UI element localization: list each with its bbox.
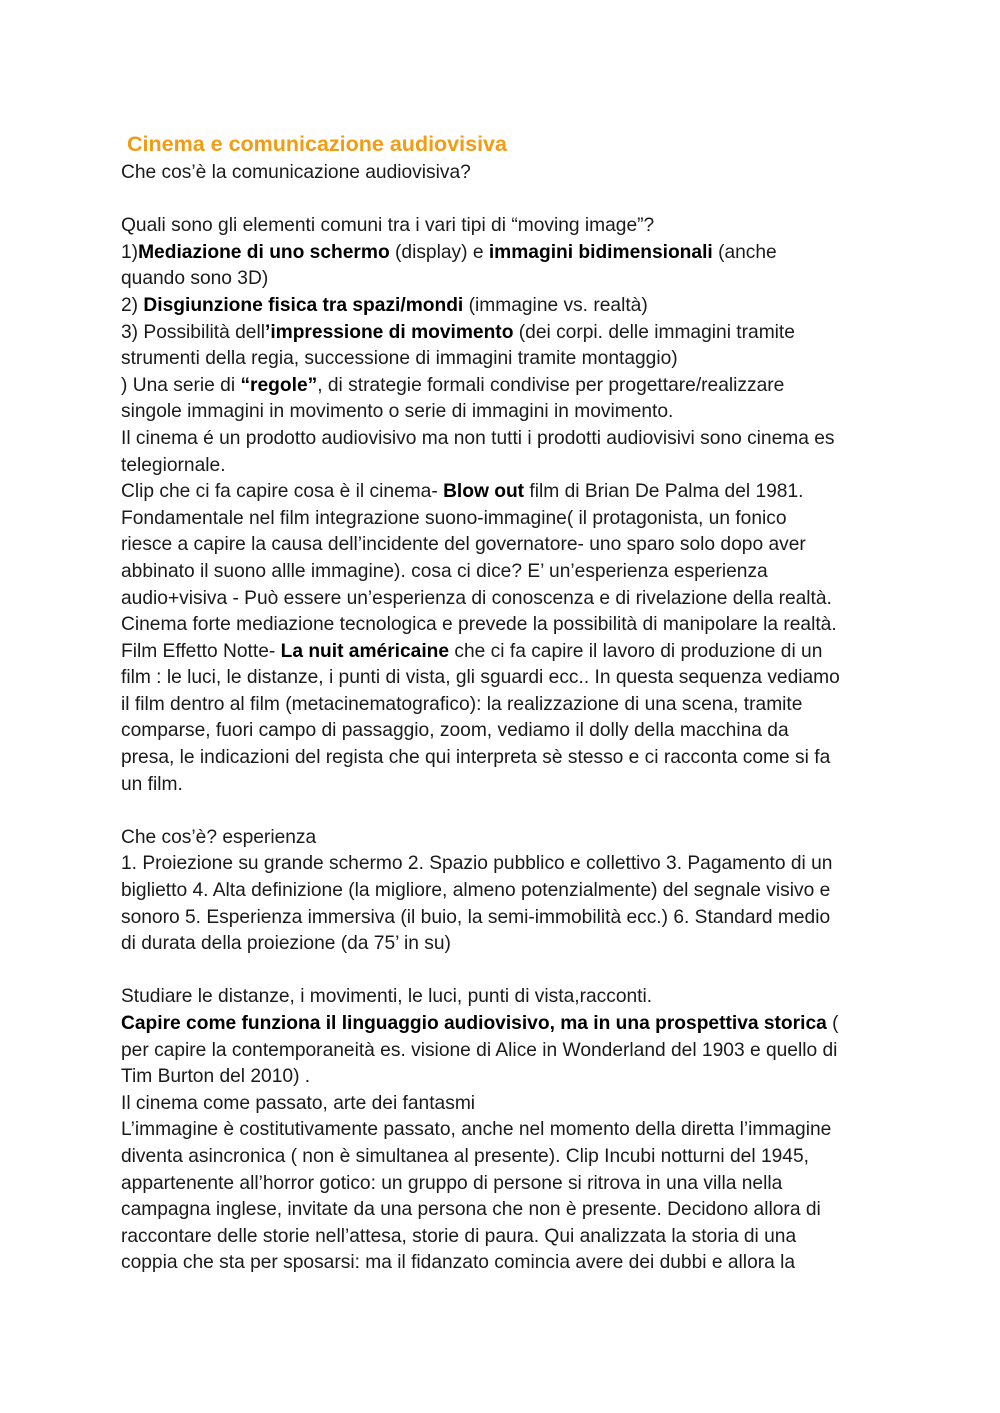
text-segment: un film.	[121, 773, 183, 795]
text-segment: film di Brian De Palma del 1981.	[524, 481, 804, 503]
text-segment: 2)	[121, 294, 144, 316]
text-line	[121, 479, 891, 506]
bold-text: ’impressione di movimento	[264, 321, 514, 343]
text-line	[121, 1171, 891, 1198]
text-line	[121, 878, 891, 905]
text-segment: Cinema forte mediazione tecnologica e prevede la possibilità di manipolare la realtà.	[121, 614, 837, 636]
text-segment: (anche	[712, 241, 777, 263]
text-line	[121, 426, 891, 453]
text-line	[121, 931, 891, 958]
text-segment: diventa asincronica ( non è simultanea al presente). Clip Incubi notturni del 1945,	[121, 1145, 809, 1167]
text-segment: Fondamentale nel film integrazione suono-immagine( il protagonista, un fonico	[121, 507, 787, 529]
text-line	[121, 532, 891, 559]
text-segment: Clip che ci fa capire cosa è il cinema-	[121, 481, 444, 503]
text-segment: Il cinema come passato, arte dei fantasmi	[121, 1092, 476, 1114]
text-line	[121, 639, 891, 666]
text-segment: , di strategie formali condivise per progettare/realizzare	[317, 374, 785, 396]
text-segment: che ci fa capire il lavoro di produzione di un	[449, 640, 823, 662]
text-segment: ) Una serie di	[121, 374, 241, 396]
document-page	[121, 128, 891, 1277]
text-line	[121, 399, 891, 426]
bold-text: La nuit américaine	[280, 640, 450, 662]
text-segment: comparse, fuori campo di passaggio, zoom, vediamo il dolly della macchina da	[121, 720, 789, 742]
text-segment: telegiornale.	[121, 454, 226, 476]
text-segment: Che cos’è? esperienza	[121, 826, 317, 848]
text-segment: (display) e	[389, 241, 489, 263]
text-segment: film : le luci, le distanze, i punti di vista, gli sguardi ecc.. In questa sequenza vediamo	[121, 667, 840, 689]
text-segment: sonoro 5. Esperienza immersiva (il buio, la semi-immobilità ecc.) 6. Standard medio	[121, 906, 831, 928]
text-segment: il film dentro al film (metacinematografico): la realizzazione di una scena, tramite	[121, 693, 803, 715]
text-segment: Tim Burton del 2010) .	[121, 1066, 311, 1088]
text-line	[121, 1038, 891, 1065]
bold-text: “regole”	[240, 374, 318, 396]
text-line	[121, 160, 891, 187]
text-segment: (	[826, 1013, 839, 1034]
text-segment: appartenente all’horror gotico: un gruppo di persone si ritrova in una villa nella	[121, 1172, 783, 1194]
text-segment: (immagine vs. realtà)	[463, 294, 648, 316]
text-line	[121, 851, 891, 878]
text-segment: audio+visiva - Può essere un’esperienza di conoscenza e di rivelazione della realtà.	[121, 587, 832, 609]
text-segment: di durata della proiezione (da 75’ in su)	[121, 933, 451, 955]
text-line	[121, 1224, 891, 1251]
text-line	[121, 1091, 891, 1118]
text-segment: riesce a capire la causa dell’incidente del governatore- uno sparo solo dopo aver	[121, 534, 806, 556]
text-line	[121, 772, 891, 799]
text-segment: abbinato il suono allle immagine). cosa ci dice? E’ un’esperienza esperienza	[121, 560, 768, 582]
text-line	[121, 346, 891, 373]
text-line	[121, 320, 891, 347]
text-line	[121, 745, 891, 772]
blank-line	[121, 187, 891, 214]
bold-text: Capire come funziona il linguaggio audiovisivo, ma in una prospettiva storica	[121, 1013, 827, 1034]
text-segment: strumenti della regia, successione di immagini tramite montaggio)	[121, 348, 678, 370]
bold-text: Blow out	[443, 481, 525, 503]
text-segment: (dei corpi. delle immagini tramite	[513, 321, 795, 343]
text-segment: coppia che sta per sposarsi: ma il fidanzato comincia avere dei dubbi e allora la	[121, 1252, 796, 1274]
text-line	[121, 1011, 891, 1038]
text-segment: L’immagine è costitutivamente passato, anche nel momento della diretta l’immagine	[121, 1119, 832, 1141]
text-segment: singole immagini in movimento o serie di immagini in movimento.	[121, 401, 674, 423]
text-line	[121, 692, 891, 719]
text-line	[121, 373, 891, 400]
text-line	[121, 1144, 891, 1171]
text-line	[121, 665, 891, 692]
bold-text: Disgiunzione fisica tra spazi/mondi	[143, 294, 464, 316]
blank-line	[121, 798, 891, 825]
text-line	[121, 293, 891, 320]
text-line	[121, 559, 891, 586]
text-line	[121, 612, 891, 639]
text-segment: Il cinema é un prodotto audiovisivo ma non tutti i prodotti audiovisivi sono cinema es	[121, 427, 835, 449]
text-line	[121, 905, 891, 932]
text-segment: Che cos’è la comunicazione audiovisiva?	[121, 162, 471, 183]
text-line	[121, 1064, 891, 1091]
text-line	[121, 506, 891, 533]
text-segment: campagna inglese, invitate da una persona che non è presente. Decidono allora di	[121, 1199, 821, 1221]
document-body	[121, 160, 891, 1277]
text-line	[121, 266, 891, 293]
text-line	[121, 825, 891, 852]
text-segment: quando sono 3D)	[121, 268, 269, 290]
document-title: Cinema e comunicazione audiovisiva	[127, 132, 507, 156]
text-segment: per capire la contemporaneità es. visione di Alice in Wonderland del 1903 e quello di	[121, 1039, 838, 1061]
text-line	[121, 718, 891, 745]
bold-text: immagini bidimensionali	[488, 241, 713, 263]
text-segment: raccontare delle storie nell’attesa, storie di paura. Qui analizzata la storia di una	[121, 1225, 797, 1247]
text-line	[121, 213, 891, 240]
text-line	[121, 453, 891, 480]
text-segment: Studiare le distanze, i movimenti, le luci, punti di vista,racconti.	[121, 986, 653, 1008]
text-segment: 1. Proiezione su grande schermo 2. Spazio pubblico e collettivo 3. Pagamento di un	[121, 853, 833, 875]
text-segment: biglietto 4. Alta definizione (la migliore, almeno potenzialmente) del segnale visivo e	[121, 880, 831, 902]
text-line	[121, 984, 891, 1011]
text-segment: presa, le indicazioni del regista che qui interpreta sè stesso e ci racconta come si fa	[121, 747, 831, 769]
text-line	[121, 1197, 891, 1224]
text-line	[121, 240, 891, 267]
text-line	[121, 586, 891, 613]
text-segment: 3) Possibilità dell	[121, 321, 265, 343]
text-segment: Quali sono gli elementi comuni tra i vari tipi di “moving image”?	[121, 215, 655, 237]
blank-line	[121, 958, 891, 985]
text-line	[121, 1117, 891, 1144]
text-segment: Film Effetto Notte-	[121, 640, 281, 662]
text-segment: 1)	[121, 241, 139, 263]
text-line	[121, 1250, 891, 1277]
bold-text: Mediazione di uno schermo	[138, 241, 390, 263]
